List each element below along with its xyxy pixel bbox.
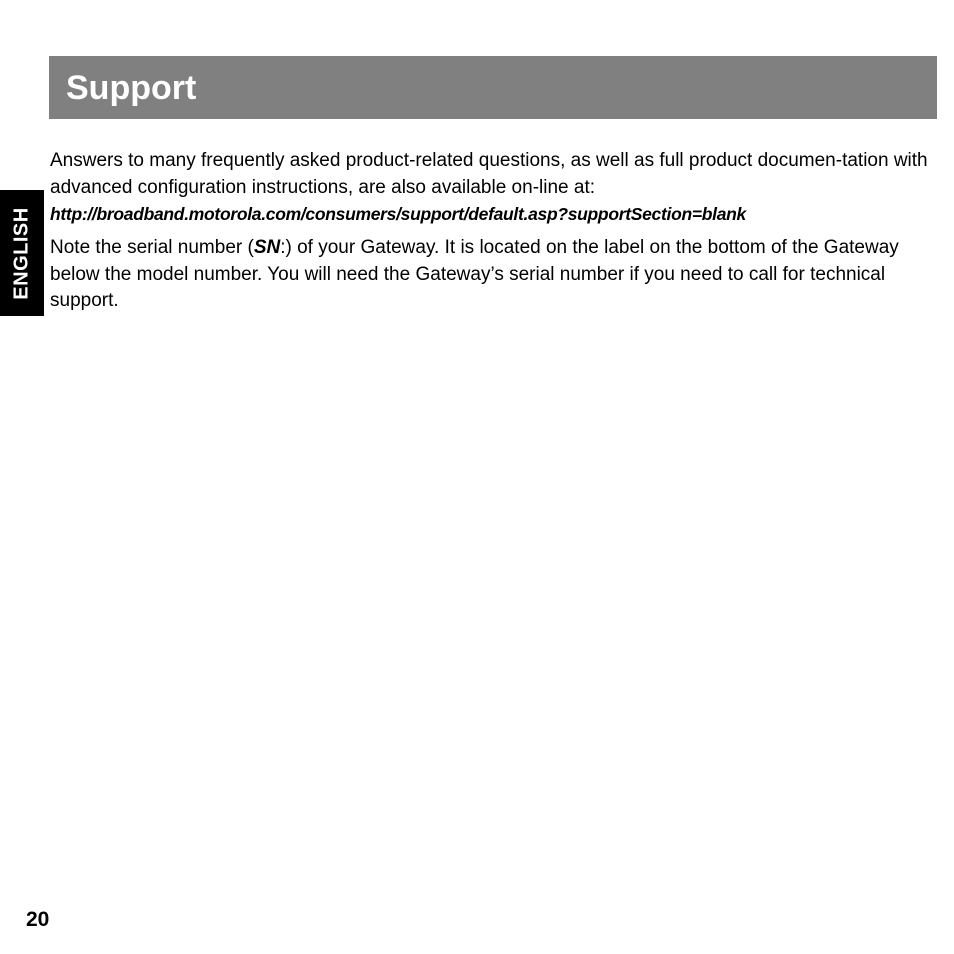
intro-paragraph: Answers to many frequently asked product-related questions, as well as full product documen-tation with advanced configuration instructions, are also available on-line at: bbox=[50, 150, 928, 198]
language-side-tab bbox=[0, 190, 44, 316]
body-content bbox=[50, 148, 940, 315]
page-number: 20 bbox=[26, 908, 50, 931]
section-header-bar bbox=[49, 56, 937, 119]
serial-paragraph-text-start: Note the serial number ( bbox=[50, 237, 254, 258]
language-tab-label: ENGLISH bbox=[10, 206, 33, 300]
serial-number-paragraph bbox=[50, 235, 940, 315]
section-title: Support bbox=[66, 68, 197, 107]
serial-paragraph-text-end: :) of your Gateway. It is located on the label on the bottom of the Gateway below the model number. You will need the Gateway’s serial number if you need to call for technical support. bbox=[50, 237, 899, 311]
serial-number-abbreviation: SN bbox=[253, 237, 281, 258]
support-url-link[interactable]: http://broadband.motorola.com/consumers/support/default.asp?supportSection=blank bbox=[50, 204, 746, 224]
